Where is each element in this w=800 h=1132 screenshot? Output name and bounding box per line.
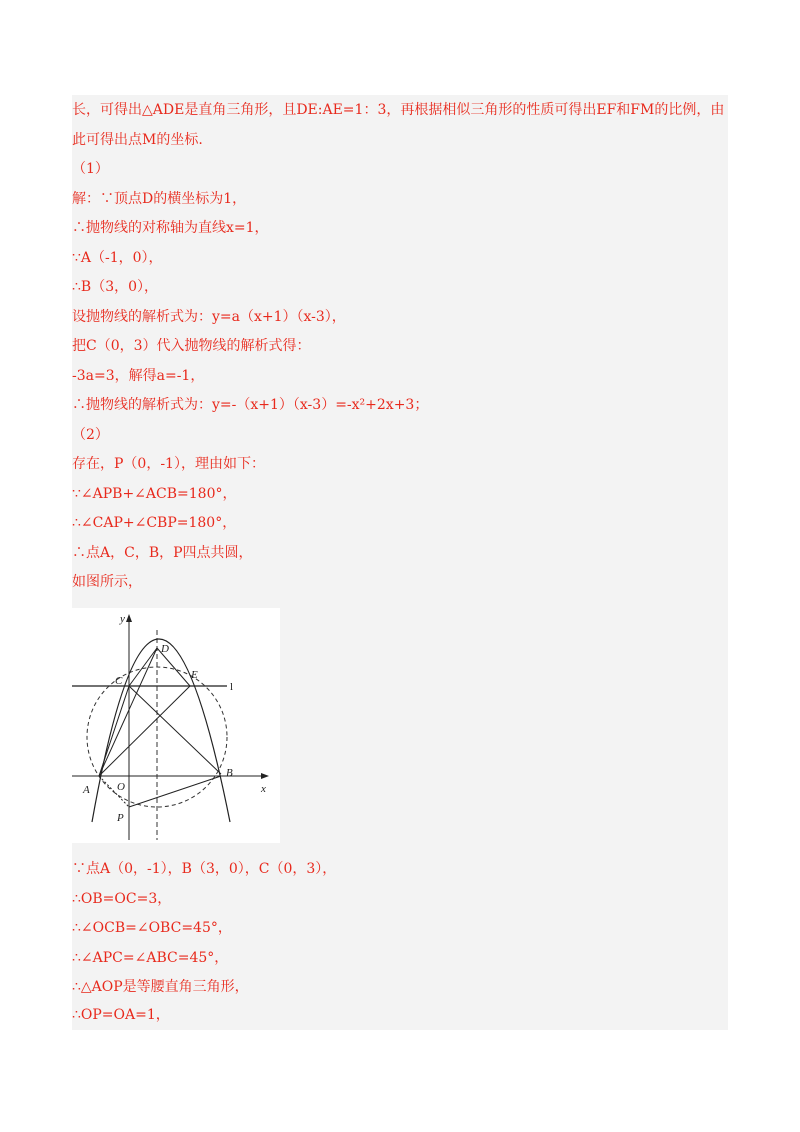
text-line-10: -3a=3，解得a=-1， xyxy=(72,368,205,384)
text-line-19: ∴OB=OC=3， xyxy=(72,891,172,907)
text-line-16: ∴点A，C，B，P四点共圆， xyxy=(72,545,253,561)
label-x: x xyxy=(261,783,266,795)
y-axis-arrow xyxy=(126,614,132,622)
text-line-20: ∴∠OCB=∠OBC=45°， xyxy=(72,920,232,936)
text-line-18: ∵点A（0，-1），B（3，0），C（0，3）， xyxy=(72,861,337,877)
text-line-1: 长，可得出△ADE是直角三角形，且DE:AE=1：3，再根据相似三角形的性质可得出EF和FM的比例，由 xyxy=(72,102,725,118)
segment-AD xyxy=(99,648,157,776)
text-line-9: 把C（0，3）代入抛物线的解析式得： xyxy=(72,338,311,354)
text-line-11: ∴抛物线的解析式为：y=-（x+1）（x-3）=-x²+2x+3； xyxy=(72,397,429,413)
parabola xyxy=(92,639,230,822)
label-C: C xyxy=(115,675,123,687)
document-page xyxy=(72,95,728,1030)
label-O: O xyxy=(117,781,125,793)
segment-CB xyxy=(129,686,221,774)
text-line-15: ∴∠CAP+∠CBP=180°， xyxy=(72,515,237,531)
text-line-23: ∴OP=OA=1， xyxy=(72,1007,170,1023)
text-line-2: 此可得出点M的坐标. xyxy=(72,132,203,148)
text-line-6: ∵A（-1，0）， xyxy=(72,250,163,266)
text-line-4: 解：∵顶点D的横坐标为1， xyxy=(72,191,247,207)
label-E: E xyxy=(191,669,198,681)
text-line-3: （1） xyxy=(72,161,109,177)
text-line-21: ∴∠APC=∠ABC=45°， xyxy=(72,950,229,966)
label-D: D xyxy=(161,643,169,655)
text-line-12: （2） xyxy=(72,427,109,443)
label-B: B xyxy=(226,767,233,779)
label-l: l xyxy=(230,681,234,693)
text-line-14: ∵∠APB+∠ACB=180°， xyxy=(72,486,237,502)
segment-CA xyxy=(99,686,129,776)
text-line-17: 如图所示， xyxy=(72,574,142,590)
label-P: P xyxy=(117,812,124,824)
text-line-13: 存在，P（0，-1），理由如下： xyxy=(72,456,265,472)
x-axis-arrow xyxy=(261,773,269,779)
segment-PB xyxy=(129,776,221,807)
text-line-5: ∴抛物线的对称轴为直线x=1， xyxy=(72,220,269,236)
label-A: A xyxy=(83,784,90,796)
text-line-22: ∴△AOP是等腰直角三角形， xyxy=(72,979,249,995)
geometry-figure xyxy=(72,608,280,843)
label-y: y xyxy=(120,613,125,625)
text-line-7: ∴B（3，0）， xyxy=(72,279,159,295)
text-line-8: 设抛物线的解析式为：y=a（x+1）（x-3）， xyxy=(72,309,346,325)
